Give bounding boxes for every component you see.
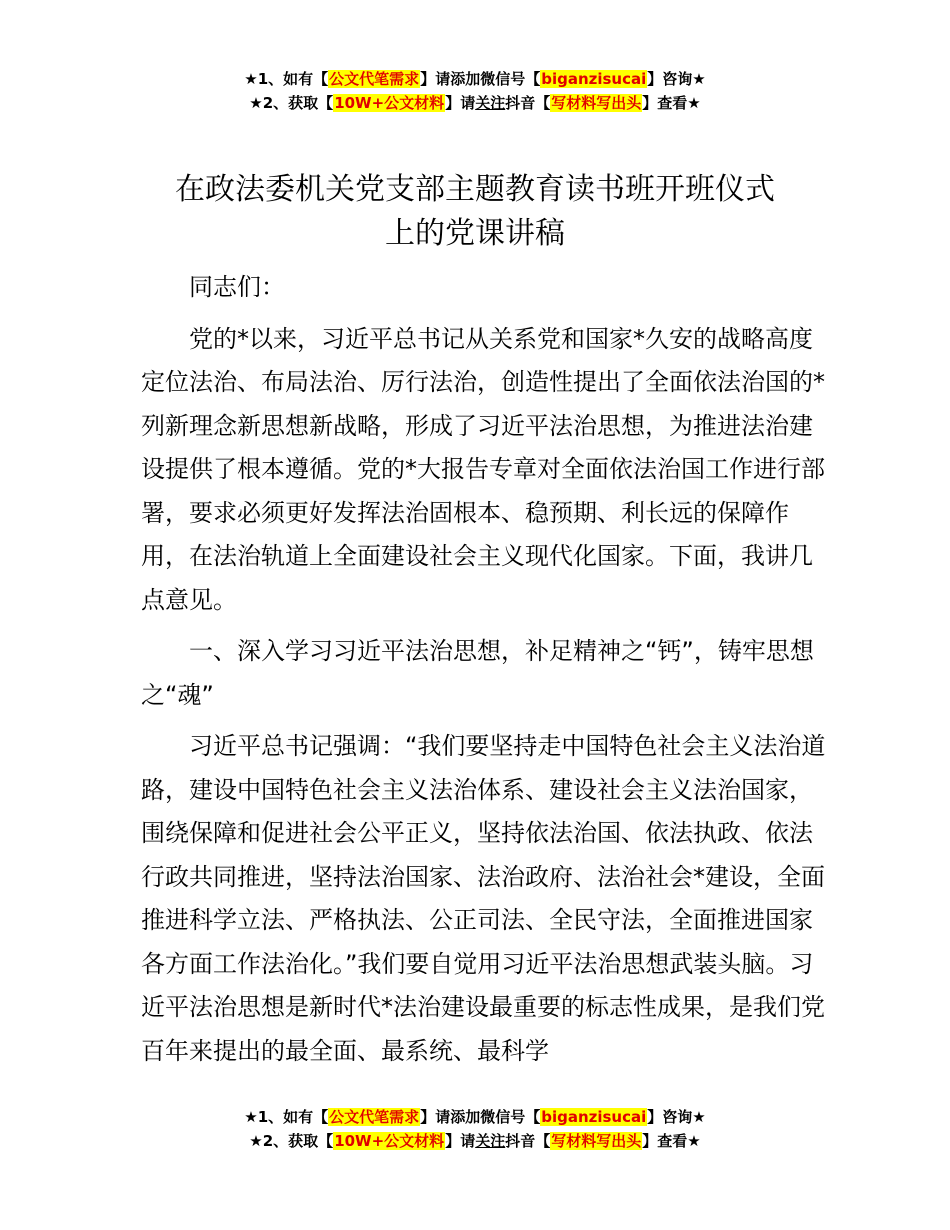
greeting: 同志们： (189, 273, 285, 301)
promo-text: 】查看★ (642, 1132, 701, 1150)
promo-line-1 (0, 67, 950, 91)
promo-line-1 (0, 1105, 950, 1129)
promo-underlined-text: 关注 (475, 1132, 506, 1150)
promo-text: 】请 (445, 94, 476, 112)
wechat-id-highlight: biganzisucai (541, 1108, 647, 1126)
document-body (141, 266, 831, 1073)
paragraph-section-1: 习近平总书记强调：“我们要坚持走中国特色社会主义法治道路，建设中国特色社会主义法治体系、建设社会主义法治国家，围绕保障和促进社会公平正义，坚持依法治国、依法执政、依法行政共同推进，坚持法治国家、法治政府、法治社会*建设，全面推进科学立法、严格执法、公正司法、全民守法，全面推进国家各方面工作法治化。”我们要自觉用习近平法治思想武装头脑。习近平法治思想是新时代*法治建设最重要的标志性成果，是我们党百年来提出的最全面、最系统、最科学 (141, 732, 826, 1065)
promo-text: ★2、获取【 (249, 94, 334, 112)
title-line-2: 上的党课讲稿 (385, 216, 565, 251)
promo-text: 抖音【 (505, 1132, 551, 1150)
footer-promo-banner (0, 1105, 950, 1153)
promo-line-2 (0, 1129, 950, 1153)
promo-text: 】咨询★ (647, 1108, 706, 1126)
promo-underlined-text: 关注 (475, 94, 506, 112)
promo-text: 】咨询★ (647, 70, 706, 88)
promo-text: 抖音【 (505, 94, 551, 112)
promo-highlight: 公文代笔需求 (329, 70, 420, 88)
promo-highlight: 10W+公文材料 (334, 94, 445, 112)
promo-text: 】请 (445, 1132, 476, 1150)
title-line-1: 在政法委机关党支部主题教育读书班开班仪式 (175, 172, 775, 207)
header-promo-banner (0, 67, 950, 115)
wechat-id-highlight: biganzisucai (541, 70, 647, 88)
promo-line-2 (0, 91, 950, 115)
paragraph-intro: 党的*以来，习近平总书记从关系党和国家*久安的战略高度定位法治、布局法治、厉行法治，创造性提出了全面依法治国的*列新理念新思想新战略，形成了习近平法治思想，为推进法治建设提供了根本遵循。党的*大报告专章对全面依法治国工作进行部署，要求必须更好发挥法治固根本、稳预期、利长远的保障作用，在法治轨道上全面建设社会主义现代化国家。下面，我讲几点意见。 (141, 324, 825, 614)
section-heading-1: 一、深入学习习近平法治思想，补足精神之“钙”，铸牢思想之“魂” (141, 637, 814, 709)
document-title (0, 168, 950, 256)
promo-highlight: 10W+公文材料 (334, 1132, 445, 1150)
douyin-highlight: 写材料写出头 (551, 1132, 642, 1150)
promo-text: ★2、获取【 (249, 1132, 334, 1150)
douyin-highlight: 写材料写出头 (551, 94, 642, 112)
promo-text: ★1、如有【 (244, 1108, 329, 1126)
promo-text: 】请添加微信号【 (420, 70, 541, 88)
promo-highlight: 公文代笔需求 (329, 1108, 420, 1126)
promo-text: 】请添加微信号【 (420, 1108, 541, 1126)
promo-text: ★1、如有【 (244, 70, 329, 88)
promo-text: 】查看★ (642, 94, 701, 112)
